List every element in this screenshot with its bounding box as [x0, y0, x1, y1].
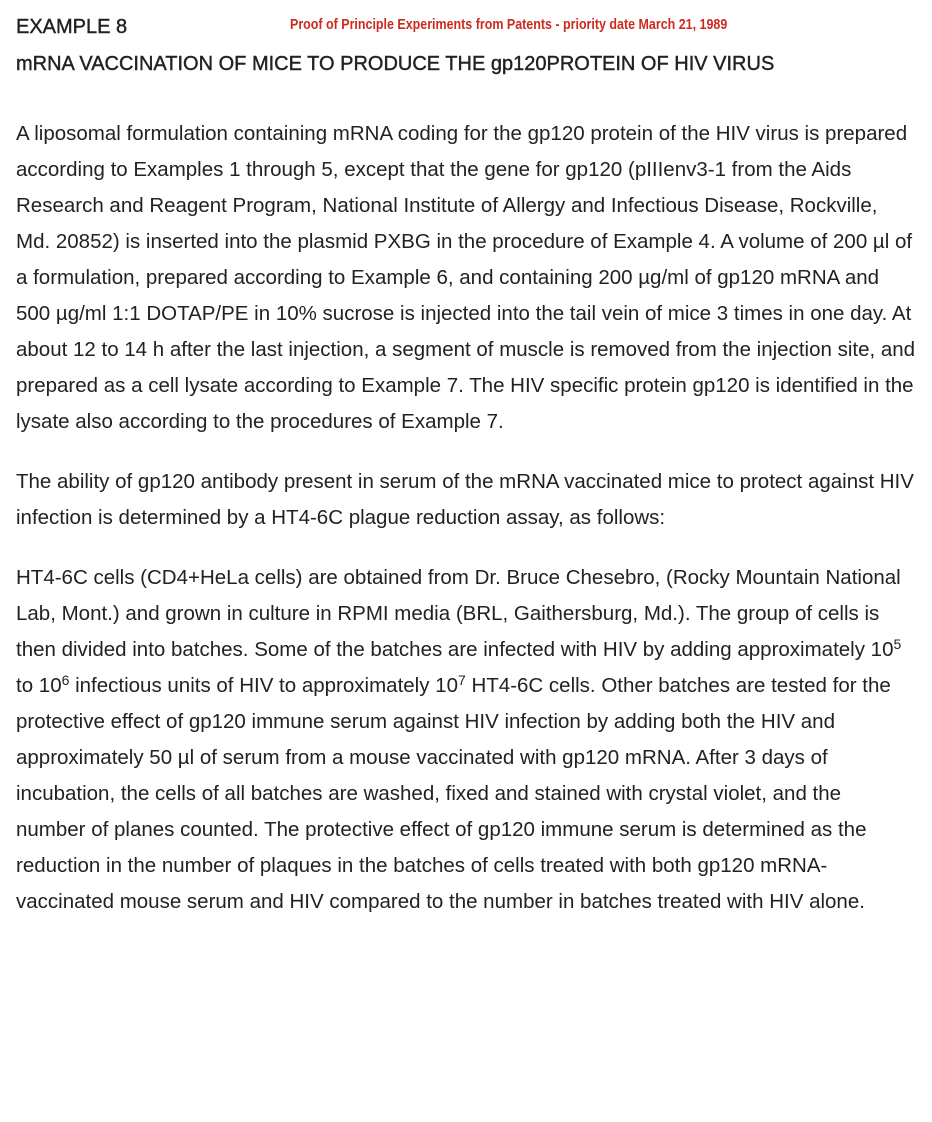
exponent: 6 — [61, 672, 70, 688]
paragraph-formulation: A liposomal formulation containing mRNA coding for the gp120 protein of the HIV virus is prepared according to Examples 1 through 5, except that the gene for gp120 (pIIIenv3-1 from the Aids Research and Reagent Program, National Institute of Allergy and Infectious Disease, Rockville, Md. 20852) is inserted into the plasmid PXBG in the procedure of Example 4. A volume of 200 µl of a formulation, prepared according to Example 6, and containing 200 µg/ml of gp120 mRNA and 500 µg/ml 1:1 DOTAP/PE in 10% sucrose is injected into the tail vein of mice 3 times in one day. At about 12 to 14 h after the last injection, a segment of muscle is removed from the injection site, and prepared as a cell lysate according to Example 7. The HIV specific protein gp120 is identified in the lysate also according to the procedures of Example 7. — [16, 122, 916, 433]
paragraph-assay-intro: The ability of gp120 antibody present in serum of the mRNA vaccinated mice to protect against HIV infection is determined by a HT4-6C plague reduction assay, as follows: — [16, 470, 914, 529]
priority-note: Proof of Principle Experiments from Patents - priority date March 21, 1989 — [290, 17, 728, 33]
text-segment: HT4-6C cells. Other batches are tested for the protective effect of gp120 immune serum against HIV infection by adding both the HIV and approximately 50 µl of serum from a mouse vaccinated with gp120 mRNA. After 3 days of incubation, the cells of all batches are washed, fixed and stained with crystal violet, and the number of planes counted. The protective effect of gp120 immune serum is determined as the reduction in the number of plaques in the batches of cells treated with both gp120 mRNA-vaccinated mouse serum and HIV compared to the number in batches treated with HIV alone. — [16, 674, 891, 913]
document-page — [16, 0, 916, 920]
exponent: 7 — [457, 672, 466, 688]
text-segment: infectious units of HIV to approximately 10 — [69, 674, 458, 697]
text-segment: HT4-6C cells (CD4+HeLa cells) are obtained from Dr. Bruce Chesebro, (Rocky Mountain National Lab, Mont.) and grown in culture in RPMI media (BRL, Gaithersburg, Md.). The group of cells is then divided into batches. Some of the batches are infected with HIV by adding approximately 10 — [16, 566, 901, 661]
header-line — [16, 0, 916, 38]
paragraph-assay-procedure — [16, 560, 916, 920]
example-label: EXAMPLE 8 — [16, 16, 128, 38]
text-segment: to 10 — [16, 674, 62, 697]
page-title: mRNA VACCINATION OF MICE TO PRODUCE THE gp120PROTEIN OF HIV VIRUS — [16, 53, 775, 75]
exponent: 5 — [893, 636, 902, 652]
